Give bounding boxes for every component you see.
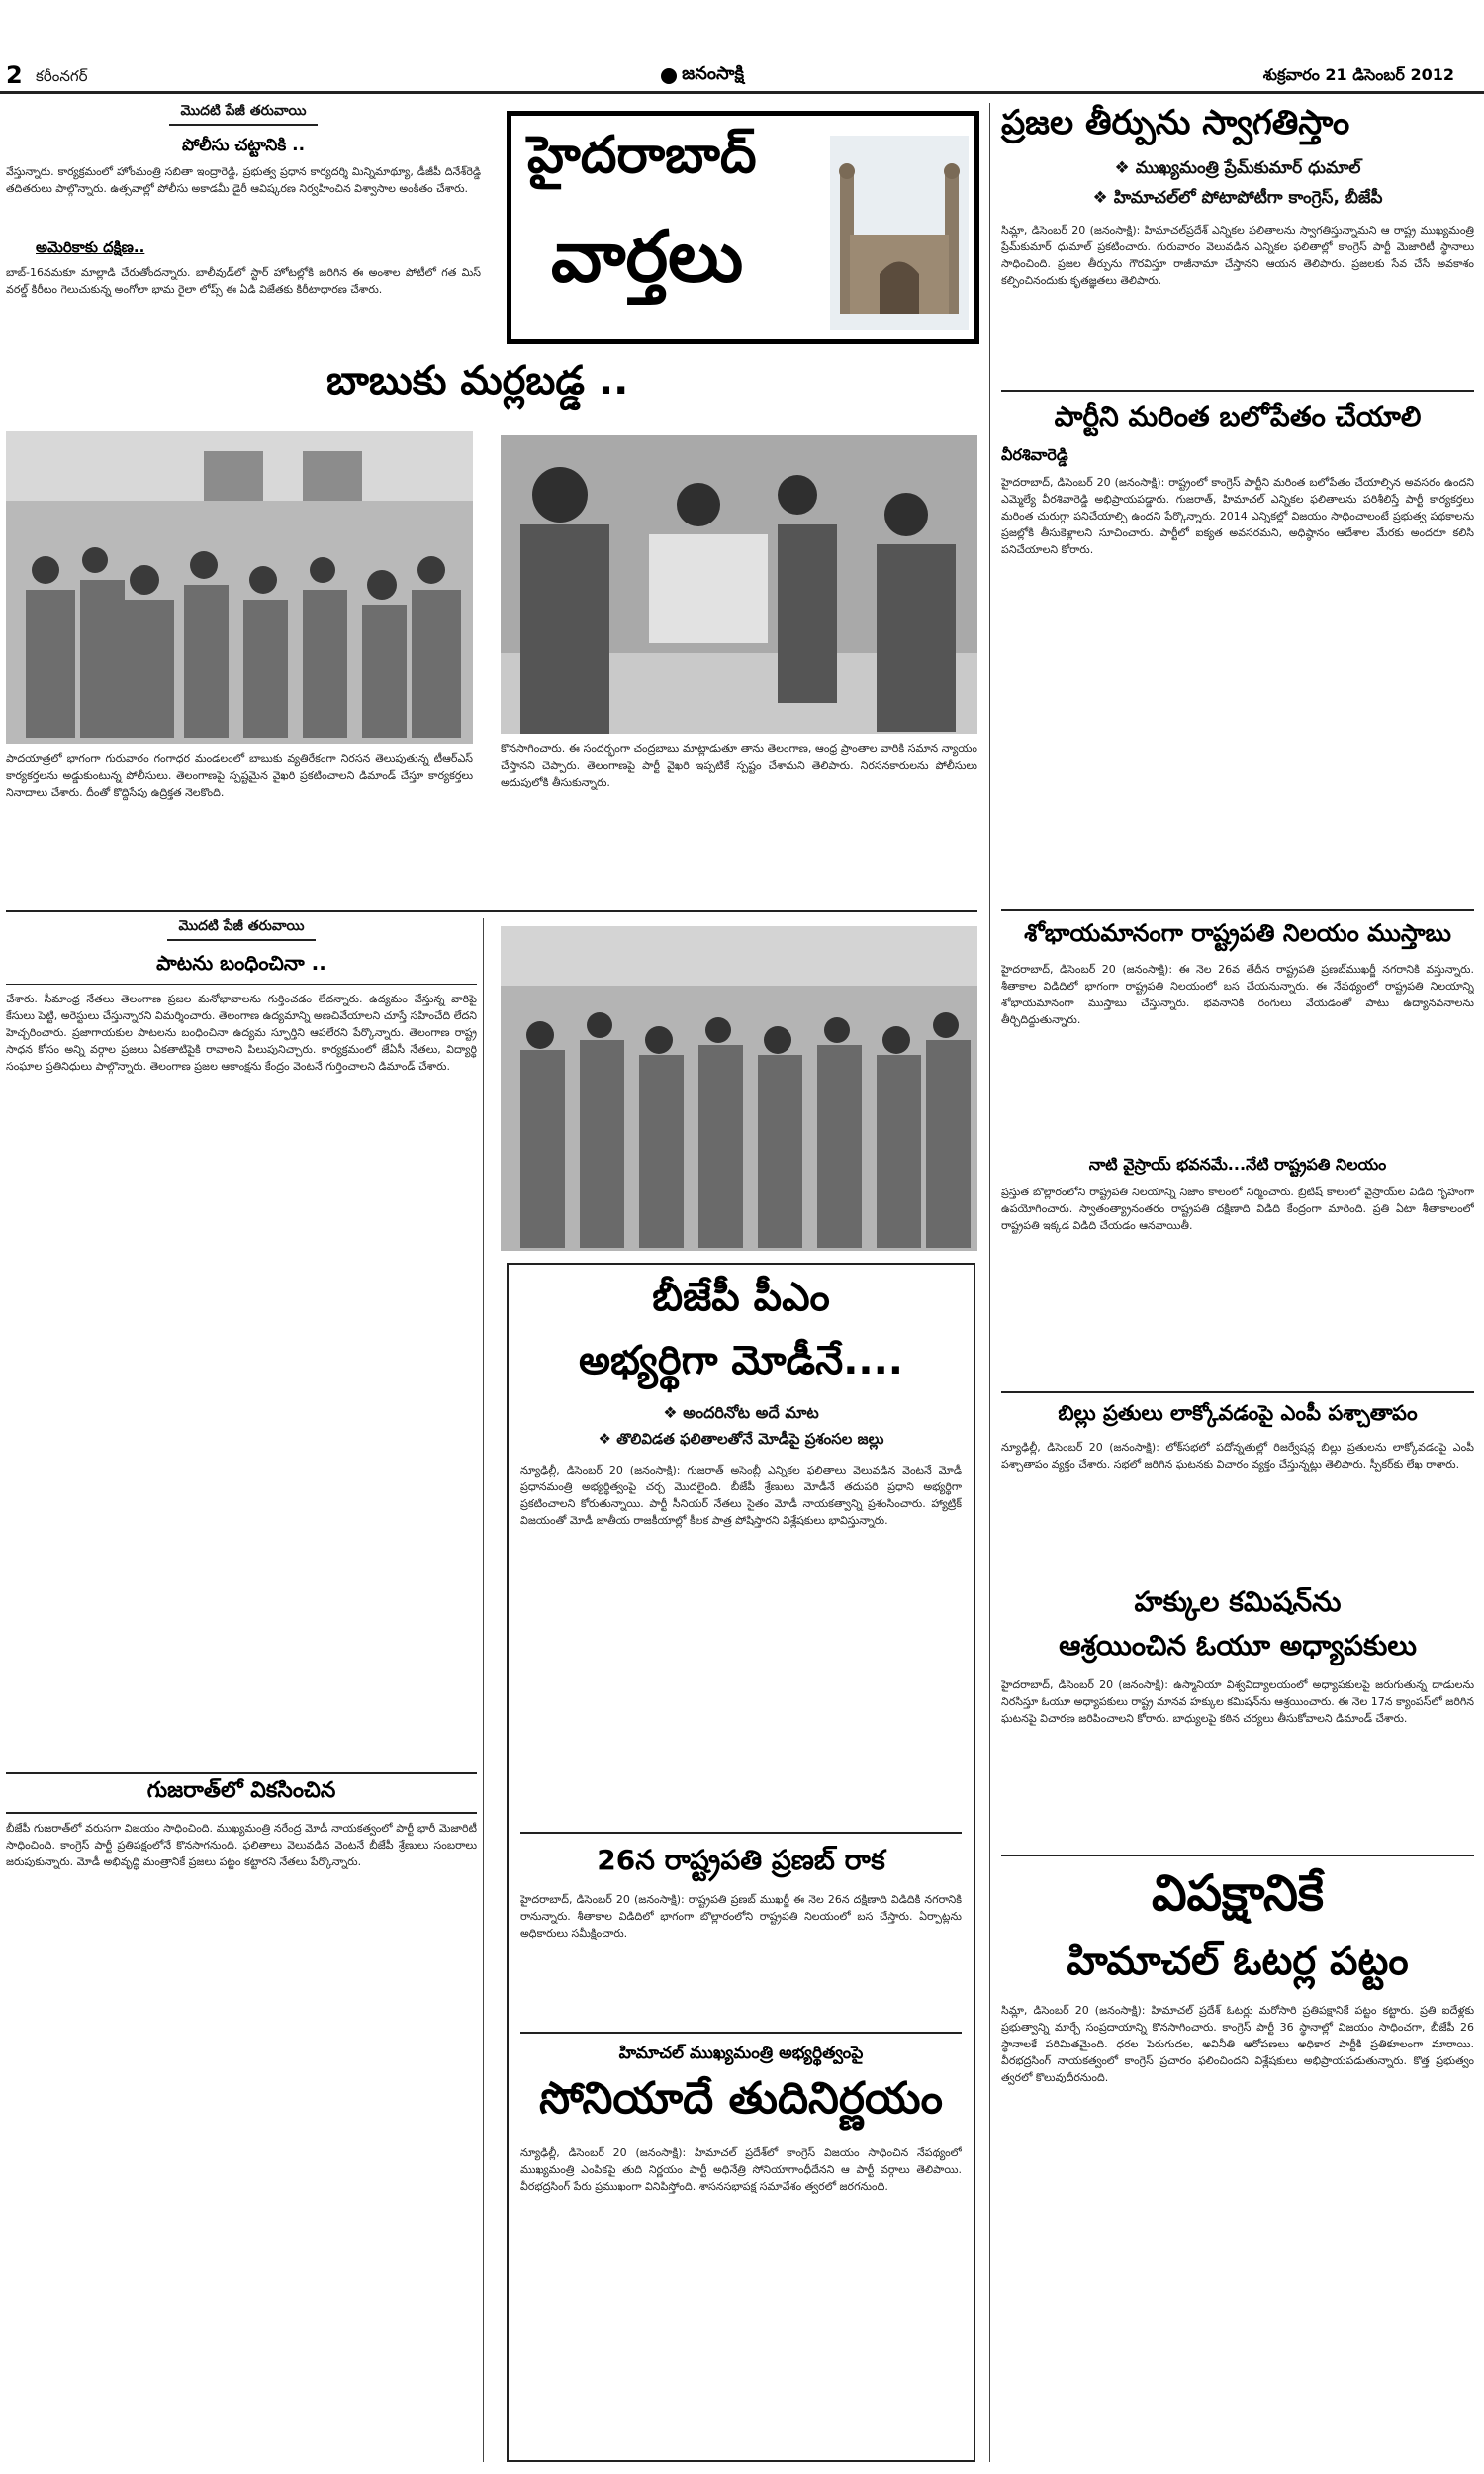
bullet-icon: ❖ xyxy=(1092,188,1114,208)
bjp-headline-1: బీజేపీ పీఎం xyxy=(652,1275,830,1320)
america-body: బాబ్-16నమకూ మాల్లాడి చేరుతోందన్నారు. బాలీవుడ్‌లో స్టార్ హోటల్లోకి జరిగిన ఈ అంశాల పోటీలో గత మిస్ వరల్డ్ కిరీటం గెలుచుకున్న అంగోలా భామ రైలా లోప్స్ ఈ ఏడి విజేతకు కిరీటాధారణ చేశారు. xyxy=(6,266,481,296)
right-body-3b: ప్రస్తుత బొల్లారంలోని రాష్ట్రపతి నిలయాన్ని నిజాం కాలంలో నిర్మించారు. బ్రిటిష్ కాలంలో వైస్రాయ్‌ల విడిది గృహంగా ఉపయోగించారు. స్వాతంత్య్రానంతరం రాష్ట్రపతి దక్షిణాది విడిది కేంద్రంగా మారింది. ప్రతి ఏటా శీతాకాలంలో రాష్ట్రపతి ఇక్కడ విడిది చేయడం ఆనవాయితీ. xyxy=(1001,1186,1474,1232)
page-number: 2 xyxy=(6,61,23,89)
paper-logo xyxy=(661,63,829,89)
right-headline-5a: హక్కుల కమిషన్‌ను xyxy=(1134,1585,1342,1618)
right-body-2: హైదరాబాద్, డిసెంబర్ 20 (జనంసాక్షి): రాష్ట్రంలో కాంగ్రెస్ పార్టీని మరింత బలోపేతం చేయాల్సిన అవసరం ఉందని ఎమ్మెల్యే వీరశివారెడ్డి అభిప్రాయపడ్డారు. గుజరాత్, హిమాచల్ ఎన్నికల ఫలితాలను పరిశీలిస్తే పార్టీ కార్యకర్తలు మరింత చురుగ్గా పనిచేయాల్సి ఉందని పేర్కొన్నారు. 2014 ఎన్నికల్లో విజయం సాధించాలంటే ప్రభుత్వ పథకాలను ప్రజల్లోకి తీసుకెళ్లాలని సూచించారు. పార్టీలో ఐక్యత అవసరమని, అధిష్ఠానం ఆదేశాల మేరకు అందరూ కలిసి పనిచేయాలని కోరారు. xyxy=(1001,476,1474,556)
babuku-headline: బాబుకు మర్లబడ్డ .. xyxy=(326,358,629,404)
babuku-caption-right: కొనసాగించారు. ఈ సందర్భంగా చంద్రబాబు మాట్లాడుతూ తాను తెలంగాణ, ఆంధ్ర ప్రాంతాల వారికి సమాన న్యాయం చేస్తానని చెప్పారు. తెలంగాణపై పార్టీ వైఖరి ఇప్పటికే స్పష్టం చేశామని తెలిపారు. నిరసనకారులను పోలీసులు అదుపులోకి తీసుకున్నారు. xyxy=(501,742,977,789)
right-headline-6b: హిమాచల్ ఓటర్ల పట్టం xyxy=(1067,1939,1409,1984)
right-byline-2: వీరశివారెడ్డి xyxy=(1001,445,1068,464)
right-column-border xyxy=(989,103,990,2462)
hyderabad-title-1: హైదరాబాద్ xyxy=(527,126,757,185)
issue-date: శుక్రవారం 21 డిసెంబర్ 2012 xyxy=(1262,65,1454,84)
bullet-icon: ❖ xyxy=(663,1403,684,1422)
himachal-body: న్యూఢిల్లీ, డిసెంబర్ 20 (జనంసాక్షి): హిమాచల్ ప్రదేశ్‌లో కాంగ్రెస్ విజయం సాధించిన నేపథ్యంలో ముఖ్యమంత్రి ఎంపికపై తుది నిర్ణయం పార్టీ అధినేత్రి సోనియాగాంధీదేనని ఆ పార్టీ వర్గాలు తెలిపాయి. వీరభద్రసింగ్ పేరు ప్రముఖంగా వినిపిస్తోంది. శాసనసభాపక్ష సమావేశం త్వరలో జరగనుంది. xyxy=(520,2146,962,2193)
gujarat-title: గుజరాత్‌లో వికసించిన xyxy=(6,1772,477,1814)
left-top-column xyxy=(6,103,481,340)
charminar-photo xyxy=(830,136,969,330)
bjp-sub-2: ❖ తొలివిడత ఫలితాలతోనే మోడీపై ప్రశంసల జల్లు xyxy=(598,1430,884,1448)
bjp-headline-2: అభ్యర్థిగా మోడీనే.... xyxy=(579,1338,903,1383)
kicker-first-page: మొదటి పేజీ తరువాయి xyxy=(169,103,318,126)
left-lower-column xyxy=(6,918,477,2462)
right-sub-3: నాటి వైస్రాయ్ భవనమే...నేటి రాష్ట్రపతి నిలయం xyxy=(1088,1155,1387,1174)
bullet-icon: ❖ xyxy=(1114,158,1136,178)
pranab-title: 26న రాష్ట్రపతి ప్రణబ్ రాక xyxy=(520,1832,962,1883)
right-headline-4: బిల్లు ప్రతులు లాక్కోవడంపై ఎంపీ పశ్చాతాపం xyxy=(1001,1391,1474,1431)
police-body: వేస్తున్నారు. కార్యక్రమంలో హోంమంత్రి సబితా ఇంద్రారెడ్డి, ప్రభుత్వ ప్రధాన కార్యదర్శి మిన్నిమాథ్యూ, డీజీపీ దినేశ్‌రెడ్డి తదితరులు పాల్గొన్నారు. ఉత్సవాల్లో పోలీసు అకాడమీ డైరీ ఆవిష్కరణ నిర్వహించిన విశ్వాసాల అంకితం చేశారు. xyxy=(6,165,481,195)
right-body-1: సిమ్లా, డిసెంబర్ 20 (జనంసాక్షి): హిమాచల్‌ప్రదేశ్ ఎన్నికల ఫలితాలను స్వాగతిస్తున్నామని ఆ రాష్ట్ర ముఖ్యమంత్రి ప్రేమ్‌కుమార్ ధుమాల్ ప్రకటించారు. గురువారం వెలువడిన ఎన్నికల ఫలితాల్లో కాంగ్రెస్ పార్టీ మెజారిటీ స్థానాలు సాధించింది. ప్రజల తీర్పును గౌరవిస్తూ రాజీనామా చేస్తానని ఆయన తెలిపారు. ప్రజలకు సేవ చేసే అవకాశం కల్పించినందుకు కృతజ్ఞతలు తెలిపారు. xyxy=(1001,224,1474,287)
masthead-rule xyxy=(0,91,1484,94)
right-headline-5b: ఆశ్రయించిన ఓయూ అధ్యాపకులు xyxy=(1059,1629,1417,1662)
babuku-bottom-rule xyxy=(6,910,977,912)
bjp-body: న్యూఢిల్లీ, డిసెంబర్ 20 (జనంసాక్షి): గుజరాత్ అసెంబ్లీ ఎన్నికల ఫలితాలు వెలువడిన వెంటనే మోడీ ప్రధానమంత్రి అభ్యర్థిత్వంపై చర్చ మొదలైంది. బీజేపీ శ్రేణులు మోడీనే తదుపరి ప్రధాని అభ్యర్థిగా ప్రకటించాలని కోరుతున్నాయి. పార్టీ సీనియర్ నేతలు సైతం మోడీ నాయకత్వాన్ని ప్రశంసించారు. హ్యాట్రిక్ విజయంతో మోడీ జాతీయ రాజకీయాల్లో కీలక పాత్ర పోషిస్తారని విశ్లేషకులు భావిస్తున్నారు. xyxy=(520,1464,962,1527)
protest-photo-right xyxy=(501,435,977,734)
paatanu-body: చేశారు. సీమాంధ్ర నేతలు తెలంగాణ ప్రజల మనోభావాలను గుర్తించడం లేదన్నారు. ఉద్యమం చేస్తున్న వారిపై కేసులు పెట్టి, అరెస్టులు చేస్తున్నారని విమర్శించారు. తెలంగాణ ఉద్యమాన్ని అణచివేయాలని చూస్తే సహించేది లేదని హెచ్చరించారు. ప్రజాగాయకుల పాటలను బంధించినా ఉద్యమ స్ఫూర్తిని ఆపలేరని పేర్కొన్నారు. తెలంగాణ రాష్ట్ర సాధన కోసం అన్ని వర్గాల ప్రజలు ఏకతాటిపైకి రావాలని పిలుపునిచ్చారు. కార్యక్రమంలో జేఏసీ నేతలు, విద్యార్థి సంఘాల ప్రతినిధులు పాల్గొన్నారు. తెలంగాణ ప్రజల ఆకాంక్షను కేంద్రం వెంటనే గుర్తించాలని డిమాండ్ చేశారు. xyxy=(6,993,477,1073)
police-title: పోలీసు చట్టానికి .. xyxy=(181,136,306,155)
babuku-caption-left: పాదయాత్రలో భాగంగా గురువారం గంగాధర మండలంలో బాబుకు వ్యతిరేకంగా నిరసన తెలుపుతున్న టీఆర్ఎస్ కార్యకర్తలను అడ్డుకుంటున్న పోలీసులు. తెలంగాణపై స్పష్టమైన వైఖరి ప్రకటించాలని డిమాండ్ చేస్తూ కార్యకర్తలు నినాదాలు చేశారు. దీంతో కొద్దిసేపు ఉద్రిక్తత నెలకొంది. xyxy=(6,752,473,799)
right-headline-1: ప్రజల తీర్పును స్వాగతిస్తాం xyxy=(1001,103,1350,143)
america-title: అమెరికాకు దక్షిణ.. xyxy=(36,238,145,256)
hyderabad-banner xyxy=(507,111,979,344)
masthead xyxy=(0,0,1484,89)
right-bullet-2: ❖ హిమాచల్‌లో పోటాపోటీగా కాంగ్రెస్, బీజేపీ xyxy=(1092,188,1383,208)
right-bullet-1: ❖ ముఖ్యమంత్రి ప్రేమ్‌కుమార్ ధుమాల్ xyxy=(1114,158,1361,178)
bullet-icon: ❖ xyxy=(598,1430,617,1448)
protest-photo-left xyxy=(6,431,473,744)
himachal-headline: సోనియాదే తుదినిర్ణయం xyxy=(539,2073,943,2124)
bjp-sub-1: ❖ అందరినోట అదే మాట xyxy=(663,1403,819,1422)
gujarat-body: బీజేపీ గుజరాత్‌లో వరుసగా విజయం సాధించింది. ముఖ్యమంత్రి నరేంద్ర మోడీ నాయకత్వంలో పార్టీ భారీ మెజారిటీ సాధించింది. కాంగ్రెస్ పార్టీ ప్రతిపక్షంలోనే కొనసాగనుంది. ఫలితాలు వెలువడిన వెంటనే బీజేపీ శ్రేణులు సంబరాలు జరుపుకున్నారు. మోడీ అభివృద్ధి మంత్రానికే ప్రజలు పట్టం కట్టారని నేతలు పేర్కొన్నారు. xyxy=(6,1822,477,1868)
right-body-6: సిమ్లా, డిసెంబర్ 20 (జనంసాక్షి): హిమాచల్ ప్రదేశ్ ఓటర్లు మరోసారి ప్రతిపక్షానికే పట్టం కట్టారు. ప్రతి ఐదేళ్లకు ప్రభుత్వాన్ని మార్చే సంప్రదాయాన్ని కొనసాగించారు. కాంగ్రెస్ పార్టీ 36 స్థానాల్లో విజయం సాధించగా, బీజేపీ 26 స్థానాలకే పరిమితమైంది. ధరల పెరుగుదల, అవినీతి ఆరోపణలు అధికార పార్టీకి ప్రతికూలంగా మారాయి. వీరభద్రసింగ్ నాయకత్వంలో కాంగ్రెస్ ప్రచారం ఫలించిందని విశ్లేషకులు అభిప్రాయపడుతున్నారు. కొత్త ప్రభుత్వం త్వరలో కొలువుదీరనుంది. xyxy=(1001,2004,1474,2084)
logo-icon xyxy=(661,68,677,84)
right-headline-2: పార్టీని మరింత బలోపేతం చేయాలి xyxy=(1001,390,1474,439)
himachal-kicker: హిమాచల్ ముఖ్యమంత్రి అభ్యర్థిత్వంపై xyxy=(520,2032,962,2067)
hyderabad-title-2: వార్తలు xyxy=(551,215,744,298)
right-headline-3: శోభాయమానంగా రాష్ట్రపతి నిలయం ముస్తాబు xyxy=(1001,909,1474,953)
pranab-body: హైదరాబాద్, డిసెంబర్ 20 (జనంసాక్షి): రాష్ట్రపతి ప్రణబ్ ముఖర్జీ ఈ నెల 26న దక్షిణాది విడిదికి నగరానికి రానున్నారు. శీతాకాల విడిదిలో భాగంగా బొల్లారంలోని రాష్ట్రపతి నిలయంలో బస చేస్తారు. ఏర్పాట్లను అధికారులు సమీక్షించారు. xyxy=(520,1893,962,1940)
right-body-5: హైదరాబాద్, డిసెంబర్ 20 (జనంసాక్షి): ఉస్మానియా విశ్వవిద్యాలయంలో అధ్యాపకులపై జరుగుతున్న దాడులను నిరసిస్తూ ఓయూ అధ్యాపకులు రాష్ట్ర మానవ హక్కుల కమిషన్‌ను ఆశ్రయించారు. ఈ నెల 17న క్యాంపస్‌లో జరిగిన ఘటనపై విచారణ జరిపించాలని కోరారు. బాధ్యులపై కఠిన చర్యలు తీసుకోవాలని డిమాండ్ చేశారు. xyxy=(1001,1678,1474,1725)
right-body-3: హైదరాబాద్, డిసెంబర్ 20 (జనంసాక్షి): ఈ నెల 26వ తేదీన రాష్ట్రపతి ప్రణబ్‌ముఖర్జీ నగరానికి వస్తున్నారు. శీతాకాల విడిదిలో భాగంగా రాష్ట్రపతి నిలయంలో బస చేయనున్నారు. ఈ నేపథ్యంలో రాష్ట్రపతి నిలయాన్ని శోభాయమానంగా ముస్తాబు చేస్తున్నారు. భవనానికి రంగులు వేయడంతో పాటు ఉద్యానవనాలను తీర్చిదిద్దుతున్నారు. xyxy=(1001,963,1474,1026)
paper-name: జనంసాక్షి xyxy=(682,63,744,84)
paatanu-title: పాటను బంధించినా .. xyxy=(6,951,477,985)
kicker-first-page-2: మొదటి పేజీ తరువాయి xyxy=(167,918,316,941)
right-headline-6a: విపక్షానికే xyxy=(1001,1855,1474,1935)
section-name: కరీంనగర్ xyxy=(36,67,88,85)
right-column xyxy=(1001,103,1474,2462)
crowd-photo xyxy=(501,926,977,1251)
left-column-border xyxy=(483,918,484,2462)
right-body-4: న్యూఢిల్లీ, డిసెంబర్ 20 (జనంసాక్షి): లోక్‌సభలో పదోన్నతుల్లో రిజర్వేషన్ల బిల్లు ప్రతులను లాక్కోవడంపై ఎంపీ పశ్చాతాపం వ్యక్తం చేశారు. సభలో జరిగిన ఘటనకు విచారం వ్యక్తం చేస్తున్నట్లు తెలిపారు. స్పీకర్‌కు లేఖ రాశారు. xyxy=(1001,1441,1474,1471)
bjp-story-box xyxy=(507,1263,975,2462)
